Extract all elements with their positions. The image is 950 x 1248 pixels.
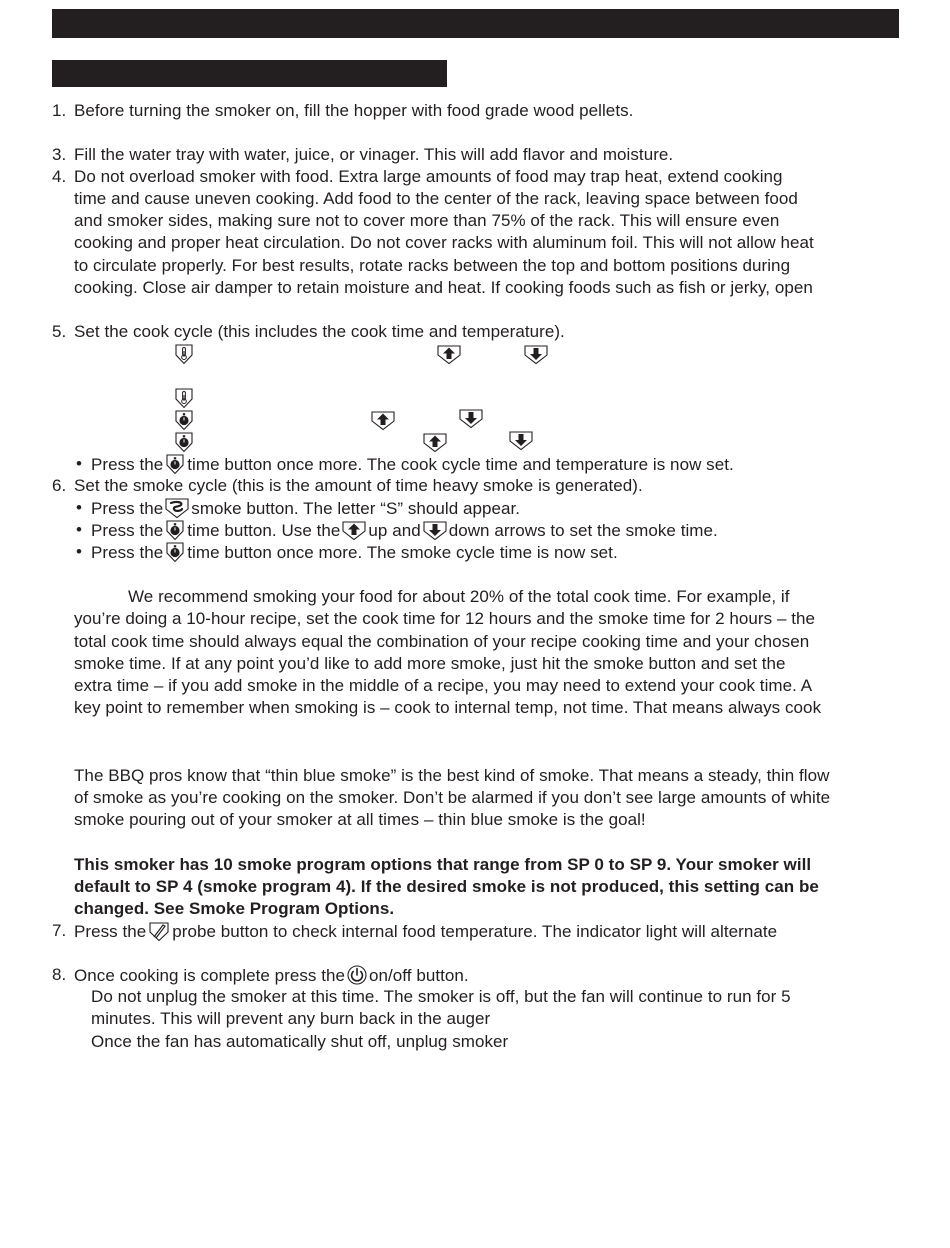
bullet-text: time button. Use the xyxy=(187,521,341,540)
step-text: Fill the water tray with water, juice, or vinager. This will add flavor and moisture. xyxy=(74,145,674,164)
step-number: 1. xyxy=(52,101,67,120)
paragraph-line: The BBQ pros know that “thin blue smoke” is the best kind of smoke. That means a steady, thin flow xyxy=(74,766,830,785)
paragraph-line: changed. See Smoke Program Options. xyxy=(74,899,395,918)
power-icon xyxy=(346,964,368,986)
up-arrow-icon xyxy=(422,431,448,453)
step-number: 6. xyxy=(52,476,67,495)
step-text: Once cooking is complete press the xyxy=(74,966,346,985)
down-arrow-icon xyxy=(458,407,484,429)
bullet-text: time button once more. The cook cycle time and temperature is now set. xyxy=(187,455,734,474)
step-text-line: and smoker sides, making sure not to cover more than 75% of the rack. This will ensure even xyxy=(74,211,780,230)
step-number: 7. xyxy=(52,921,67,940)
paragraph-line: of smoke as you’re cooking on the smoker. Don’t be alarmed if you don’t see large amounts of white xyxy=(74,788,831,807)
bullet-text: Press the xyxy=(91,521,164,540)
thermometer-icon xyxy=(173,343,195,365)
bullet: • xyxy=(76,520,83,539)
paragraph-line: smoke pouring out of your smoker at all times – thin blue smoke is the goal! xyxy=(74,810,646,829)
bullet: • xyxy=(76,542,83,561)
bullet-text: up and xyxy=(368,521,421,540)
bullet-text: Press the xyxy=(91,499,164,518)
step-text-line: cooking. Close air damper to retain moisture and heat. If cooking foods such as fish or jerky, open xyxy=(74,278,813,297)
step-text-line: Do not unplug the smoker at this time. The smoker is off, but the fan will continue to run for 5 xyxy=(91,987,791,1006)
step-text: on/off button. xyxy=(369,966,469,985)
timer-icon xyxy=(164,453,186,475)
bullet: • xyxy=(76,454,83,473)
step-text: Press the xyxy=(74,922,147,941)
bullet-text: down arrows to set the smoke time. xyxy=(448,521,718,540)
step-text-line: cooking and proper heat circulation. Do not cover racks with aluminum foil. This will not allow heat xyxy=(74,233,814,252)
down-arrow-icon xyxy=(508,429,534,451)
paragraph-line: key point to remember when smoking is – cook to internal temp, not time. That means always cook xyxy=(74,698,822,717)
step-text: Set the cook cycle (this includes the cook time and temperature). xyxy=(74,322,565,341)
paragraph-line: extra time – if you add smoke in the middle of a recipe, you may need to extend your cook time. A xyxy=(74,676,813,695)
paragraph-line: We recommend smoking your food for about 20% of the total cook time. For example, if xyxy=(128,587,790,606)
thermometer-icon xyxy=(173,387,195,409)
down-arrow-icon xyxy=(523,343,549,365)
bullet-text: Press the xyxy=(91,455,164,474)
step-text-line: Once the fan has automatically shut off, unplug smoker xyxy=(91,1032,509,1051)
timer-icon xyxy=(164,519,186,541)
timer-icon xyxy=(173,431,195,453)
bullet-text: smoke button. The letter “S” should appear. xyxy=(191,499,521,518)
timer-icon xyxy=(164,541,186,563)
bullet-text: time button once more. The smoke cycle time is now set. xyxy=(187,543,618,562)
up-arrow-icon xyxy=(341,519,367,541)
step-number: 3. xyxy=(52,145,67,164)
step-text-line: time and cause uneven cooking. Add food to the center of the rack, leaving space between food xyxy=(74,189,798,208)
paragraph-line: smoke time. If at any point you’d like to add more smoke, just hit the smoke button and set the xyxy=(74,654,786,673)
bullet-text: Press the xyxy=(91,543,164,562)
paragraph-line: default to SP 4 (smoke program 4). If the desired smoke is not produced, this setting can be xyxy=(74,877,819,896)
step-text-line: to circulate properly. For best results, rotate racks between the top and bottom positions during xyxy=(74,256,791,275)
up-arrow-icon xyxy=(436,343,462,365)
header-bar xyxy=(52,9,899,38)
section-header-bar xyxy=(52,60,447,87)
paragraph-line: total cook time should always equal the combination of your recipe cooking time and your chosen xyxy=(74,632,810,651)
smoke-icon xyxy=(164,497,190,519)
step-text-line: Do not overload smoker with food. Extra large amounts of food may trap heat, extend cooking xyxy=(74,167,783,186)
step-text-line: minutes. This will prevent any burn back in the auger xyxy=(91,1009,491,1028)
step-number: 5. xyxy=(52,322,67,341)
step-text: probe button to check internal food temperature. The indicator light will alternate xyxy=(172,922,778,941)
timer-icon xyxy=(173,409,195,431)
paragraph-line: This smoker has 10 smoke program options that range from SP 0 to SP 9. Your smoker will xyxy=(74,855,812,874)
up-arrow-icon xyxy=(370,409,396,431)
step-text: Before turning the smoker on, fill the hopper with food grade wood pellets. xyxy=(74,101,634,120)
paragraph-line: you’re doing a 10-hour recipe, set the cook time for 12 hours and the smoke time for 2 hours – the xyxy=(74,609,816,628)
bullet: • xyxy=(76,498,83,517)
down-arrow-icon xyxy=(422,519,448,541)
step-number: 8. xyxy=(52,965,67,984)
step-number: 4. xyxy=(52,167,67,186)
step-text: Set the smoke cycle (this is the amount of time heavy smoke is generated). xyxy=(74,476,643,495)
probe-icon xyxy=(147,920,171,942)
